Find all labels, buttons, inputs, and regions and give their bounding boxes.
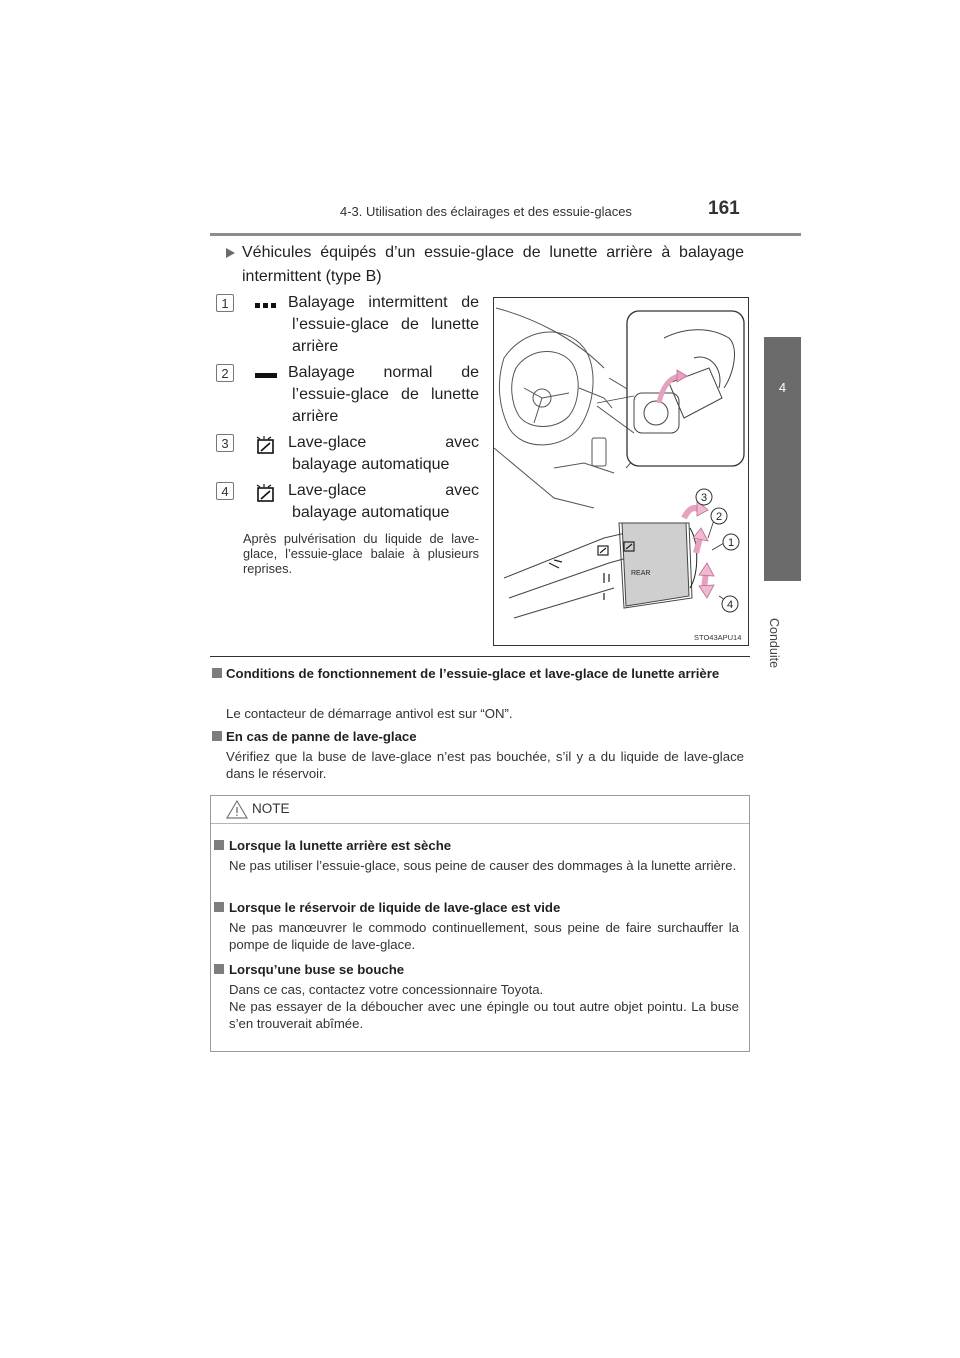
callout-3: 3: [700, 492, 708, 504]
section-rule: [210, 656, 750, 657]
item-text-3: [288, 432, 479, 476]
item-number-2: 2: [216, 364, 234, 382]
item-number-4: 4: [216, 482, 234, 500]
square-bullet-icon: [212, 731, 222, 741]
item-line: balayage automatique: [292, 504, 450, 521]
item-line: l’essuie-glace de lunette: [292, 316, 479, 333]
warning-triangle-icon: [226, 799, 248, 819]
triangle-bullet-icon: [226, 248, 235, 258]
solid-bar-icon: [255, 367, 277, 383]
item-line: Balayage intermittent de: [288, 294, 479, 311]
condition-body: Le contacteur de démarrage antivol est sur “ON”.: [226, 706, 513, 721]
callout-2: 2: [715, 511, 723, 523]
square-bullet-icon: [214, 840, 224, 850]
page-number: 161: [708, 198, 740, 219]
item-text-1: [288, 292, 479, 358]
item-line: Balayage normal de: [288, 364, 479, 381]
callout-1: 1: [727, 537, 735, 549]
illustration-drawing: [494, 298, 748, 645]
subsection-title: Véhicules équipés d’un essuie-glace de lunette arrière à balayage intermittent (type B): [242, 244, 744, 285]
section-heading: 4-3. Utilisation des éclairages et des essuie-glaces: [340, 204, 632, 219]
item-number-3: 3: [216, 434, 234, 452]
intermittent-dots-icon: [255, 297, 277, 313]
notice-title: NOTE: [252, 801, 290, 816]
notice-item-body: Ne pas manœuvrer le commodo continuellement, sous peine de faire surchauffer la pompe de liquide de lave-glace.: [229, 920, 739, 952]
notice-item-title: Lorsque la lunette arrière est sèche: [229, 838, 452, 853]
item-line: balayage automatique: [292, 456, 450, 473]
square-bullet-icon: [214, 964, 224, 974]
item-line: Lave-glace avec: [288, 434, 479, 451]
chapter-label: Conduite: [767, 618, 781, 669]
rear-washer-icon: [255, 436, 277, 456]
notice-item-body: Dans ce cas, contactez votre concessionnaire Toyota.: [229, 982, 544, 997]
square-bullet-icon: [212, 668, 222, 678]
item-line: l’essuie-glace de lunette: [292, 386, 479, 403]
wiper-switch-illustration: [493, 297, 749, 646]
rear-washer-icon: [255, 484, 277, 504]
item-number-1: 1: [216, 294, 234, 312]
item-text-2: [288, 362, 479, 428]
rear-label: REAR: [631, 570, 651, 577]
square-bullet-icon: [214, 902, 224, 912]
item-note: Après pulvérisation du liquide de lave-glace, l’essuie-glace balaie à plusieurs reprises.: [243, 531, 479, 576]
chapter-number: 4: [778, 380, 787, 395]
header-rule: [210, 233, 801, 236]
item-text-4: [288, 480, 479, 524]
item-line: arrière: [292, 338, 339, 355]
notice-divider: [211, 823, 749, 824]
notice-item-title: Lorsque le réservoir de liquide de lave-glace est vide: [229, 900, 561, 915]
condition-title: En cas de panne de lave-glace: [226, 729, 417, 744]
item-line: arrière: [292, 408, 339, 425]
figure-caption: STO43APU14: [694, 633, 742, 642]
notice-item-title: Lorsqu’une buse se bouche: [229, 962, 405, 977]
callout-4: 4: [726, 599, 734, 611]
item-line: Lave-glace avec: [288, 482, 479, 499]
notice-item-body: Ne pas essayer de la déboucher avec une épingle ou tout autre objet pointu. La buse s’en trouverait abîmée.: [229, 999, 739, 1031]
chapter-tab: [764, 337, 801, 581]
notice-item-body: Ne pas utiliser l’essuie-glace, sous peine de causer des dommages à la lunette arrière.: [229, 858, 737, 873]
condition-title: Conditions de fonctionnement de l’essuie-glace et lave-glace de lunette arrière: [226, 666, 720, 681]
condition-body: Vérifiez que la buse de lave-glace n’est pas bouchée, s’il y a du liquide de lave-glace dans le réservoir.: [226, 749, 744, 781]
